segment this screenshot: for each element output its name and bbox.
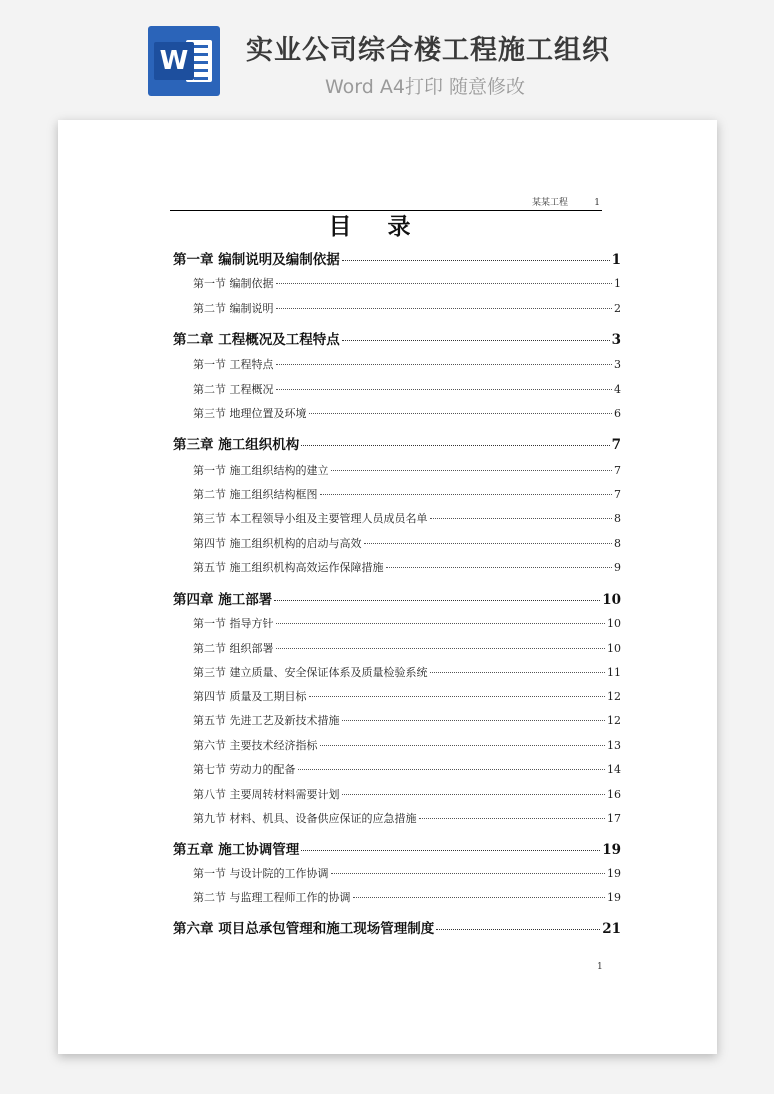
toc-entry-label: 第五节 施工组织机构高效运作保障措施 (193, 561, 384, 574)
header-banner (0, 0, 774, 110)
toc-entry-section[interactable] (193, 865, 621, 881)
toc-entry-page: 7 (614, 488, 621, 501)
toc-entry-label: 第二节 与监理工程师工作的协调 (193, 891, 351, 904)
toc-dot-leader (320, 494, 613, 495)
toc-entry-label: 第六章 项目总承包管理和施工现场管理制度 (173, 921, 435, 937)
toc-dot-leader (320, 745, 606, 746)
toc-entry-section[interactable] (193, 559, 621, 575)
toc-entry-page: 8 (614, 537, 621, 550)
running-header-page: 1 (594, 198, 600, 208)
toc-dot-leader (276, 364, 613, 365)
toc-dot-leader (331, 470, 613, 471)
toc-dot-leader (301, 850, 600, 851)
toc-dot-leader (419, 818, 606, 819)
toc-entry-label: 第四章 施工部署 (173, 592, 273, 608)
toc-dot-leader (309, 413, 613, 414)
toc-entry-label: 第四节 质量及工期目标 (193, 690, 307, 703)
toc-dot-leader (430, 672, 606, 673)
toc-entry-page: 7 (614, 464, 621, 477)
toc-dot-leader (342, 260, 610, 261)
toc-entry-section[interactable] (193, 381, 621, 397)
toc-entry-section[interactable] (193, 810, 621, 826)
document-page (58, 120, 717, 1054)
toc-entry-label: 第二节 组织部署 (193, 642, 274, 655)
toc-dot-leader (301, 445, 609, 446)
toc-dot-leader (331, 873, 606, 874)
toc-entry-page: 11 (607, 666, 621, 679)
toc-dot-leader (298, 769, 606, 770)
toc-dot-leader (274, 600, 600, 601)
word-logo-letter: W (154, 42, 194, 80)
toc-entry-section[interactable] (193, 300, 621, 316)
toc-entry-page: 21 (602, 921, 621, 937)
toc-entry-chapter[interactable] (173, 328, 621, 348)
toc-dot-leader (309, 696, 606, 697)
toc-entry-label: 第九节 材料、机具、设备供应保证的应急措施 (193, 812, 417, 825)
toc-dot-leader (342, 794, 606, 795)
toc-entry-page: 1 (611, 252, 621, 268)
toc-entry-section[interactable] (193, 664, 621, 680)
toc-entry-section[interactable] (193, 761, 621, 777)
running-header-text: 某某工程 (531, 198, 568, 208)
toc-entry-page: 10 (602, 592, 621, 608)
toc-entry-chapter[interactable] (173, 838, 621, 858)
document-title: 实业公司综合楼工程施工组织 (246, 35, 610, 66)
toc-entry-page: 2 (614, 302, 621, 315)
toc-entry-chapter[interactable] (173, 588, 621, 608)
toc-entry-label: 第三节 地理位置及环境 (193, 407, 307, 420)
toc-entry-page: 10 (607, 642, 621, 655)
toc-entry-label: 第八节 主要周转材料需要计划 (193, 788, 340, 801)
word-app-icon (148, 26, 220, 96)
toc-entry-section[interactable] (193, 510, 621, 526)
toc-entry-label: 第一节 指导方针 (193, 617, 274, 630)
toc-entry-section[interactable] (193, 640, 621, 656)
toc-entry-label: 第二章 工程概况及工程特点 (173, 332, 340, 348)
toc-entry-section[interactable] (193, 615, 621, 631)
toc-entry-section[interactable] (193, 405, 621, 421)
toc-entry-section[interactable] (193, 535, 621, 551)
toc-entry-chapter[interactable] (173, 917, 621, 937)
toc-entry-label: 第一节 施工组织结构的建立 (193, 464, 329, 477)
toc-entry-section[interactable] (193, 688, 621, 704)
toc-entry-section[interactable] (193, 462, 621, 478)
toc-entry-label: 第一节 编制依据 (193, 277, 274, 290)
toc-entry-label: 第四节 施工组织机构的启动与高效 (193, 537, 362, 550)
toc-dot-leader (276, 623, 606, 624)
toc-dot-leader (364, 543, 613, 544)
toc-entry-label: 第一节 与设计院的工作协调 (193, 867, 329, 880)
toc-entry-section[interactable] (193, 737, 621, 753)
toc-entry-label: 第二节 编制说明 (193, 302, 274, 315)
toc-entry-page: 19 (607, 891, 621, 904)
toc-entry-label: 第五章 施工协调管理 (173, 842, 300, 858)
toc-entry-page: 19 (602, 842, 621, 858)
toc-entry-label: 第一章 编制说明及编制依据 (173, 252, 340, 268)
toc-entry-page: 12 (607, 690, 621, 703)
toc-entry-page: 14 (607, 763, 621, 776)
toc-dot-leader (342, 720, 606, 721)
toc-entry-section[interactable] (193, 275, 621, 291)
toc-entry-page: 8 (614, 512, 621, 525)
toc-entry-page: 4 (614, 383, 621, 396)
toc-entry-label: 第六节 主要技术经济指标 (193, 739, 318, 752)
toc-dot-leader (386, 567, 613, 568)
toc-dot-leader (436, 929, 600, 930)
toc-entry-label: 第五节 先进工艺及新技术措施 (193, 714, 340, 727)
toc-entry-section[interactable] (193, 486, 621, 502)
toc-entry-page: 6 (614, 407, 621, 420)
toc-entry-label: 第二节 施工组织结构框图 (193, 488, 318, 501)
toc-entry-label: 第一节 工程特点 (193, 358, 274, 371)
toc-entry-page: 3 (611, 332, 621, 348)
toc-dot-leader (430, 518, 613, 519)
toc-entry-page: 12 (607, 714, 621, 727)
toc-entry-page: 19 (607, 867, 621, 880)
toc-entry-section[interactable] (193, 786, 621, 802)
toc-dot-leader (276, 283, 613, 284)
toc-dot-leader (276, 648, 606, 649)
toc-entry-page: 17 (607, 812, 621, 825)
toc-entry-page: 16 (607, 788, 621, 801)
page-footer-number: 1 (597, 962, 603, 972)
toc-entry-label: 第二节 工程概况 (193, 383, 274, 396)
document-subtitle: Word A4打印 随意修改 (325, 76, 526, 98)
toc-entry-section[interactable] (193, 712, 621, 728)
toc-entry-chapter[interactable] (173, 248, 621, 268)
toc-entry-page: 10 (607, 617, 621, 630)
toc-entry-label: 第三节 本工程领导小组及主要管理人员成员名单 (193, 512, 428, 525)
toc-title: 目录 (328, 213, 447, 240)
toc-entry-page: 3 (614, 358, 621, 371)
toc-dot-leader (276, 389, 613, 390)
toc-entry-label: 第三章 施工组织机构 (173, 437, 300, 453)
toc-entry-section[interactable] (193, 889, 621, 905)
toc-dot-leader (276, 308, 613, 309)
toc-entry-label: 第七节 劳动力的配备 (193, 763, 296, 776)
toc-dot-leader (353, 897, 606, 898)
toc-entry-page: 13 (607, 739, 621, 752)
toc-entry-section[interactable] (193, 356, 621, 372)
toc-entry-chapter[interactable] (173, 433, 621, 453)
toc-entry-page: 9 (614, 561, 621, 574)
toc-entry-page: 7 (611, 437, 621, 453)
toc-entry-page: 1 (614, 277, 621, 290)
toc-dot-leader (342, 340, 610, 341)
toc-entry-label: 第三节 建立质量、安全保证体系及质量检验系统 (193, 666, 428, 679)
